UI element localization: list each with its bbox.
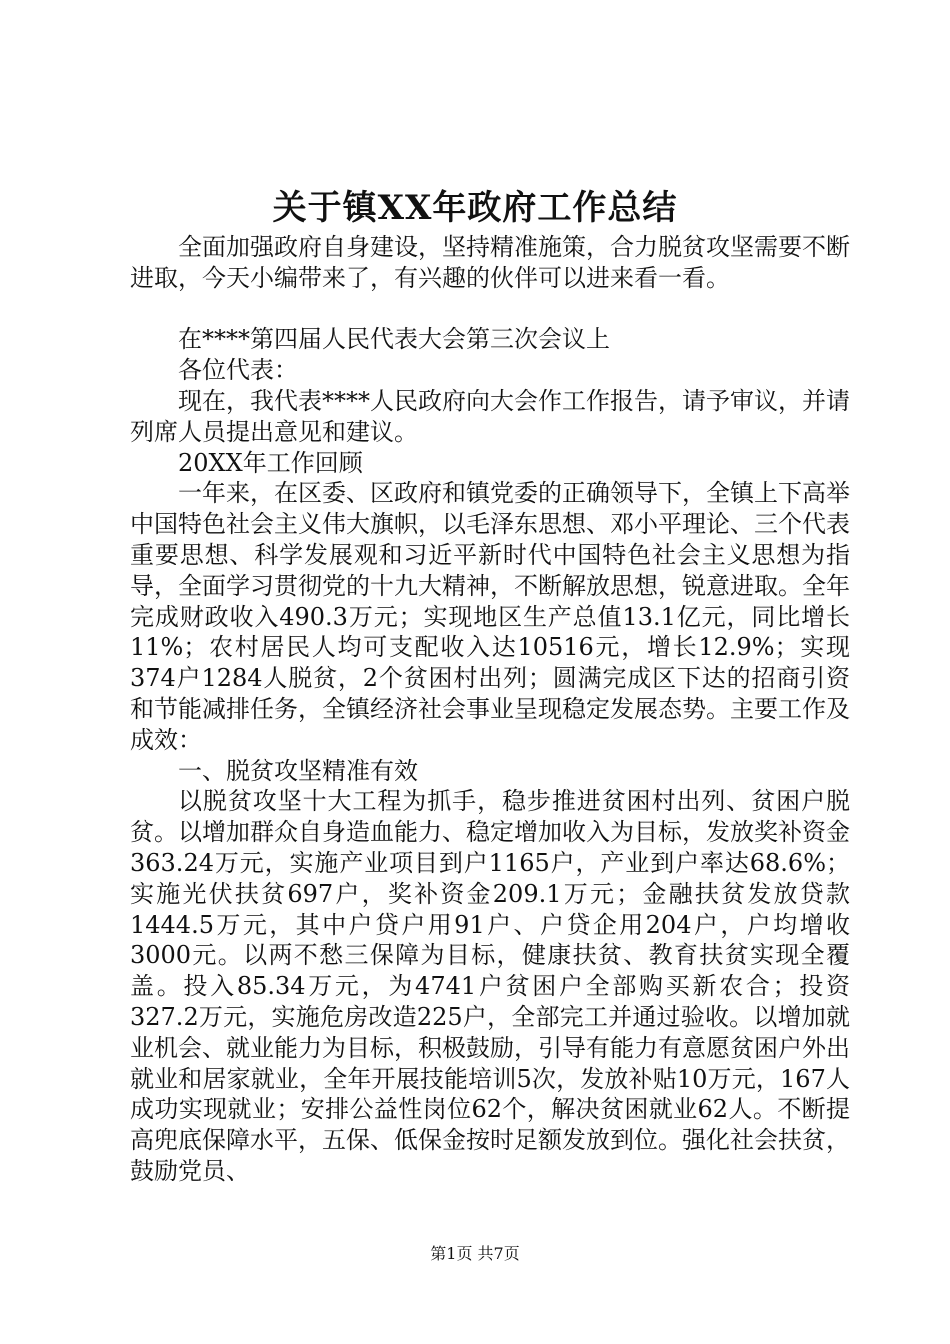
poverty-paragraph: 以脱贫攻坚十大工程为抓手，稳步推进贫困村出列、贫困户脱贫。以增加群众自身造血能力、稳定增加收入为目标，发放奖补资金363.24万元，实施产业项目到户1165户，产业到户率达68.6%；实施光伏扶贫697户，奖补资金209.1万元；金融扶贫发放贷款1444.5万元，其中户贷户用91户、户贷企用204户，户均增收3000元。以两不愁三保障为目标，健康扶贫、教育扶贫实现全覆盖。投入85.34万元，为4741户贫困户全部购买新农合；投资327.2万元，实施危房改造225户，全部完工并通过验收。以增加就业机会、就业能力为目标，积极鼓励，引导有能力有意愿贫困户外出就业和居家就业，全年开展技能培训5次，发放补贴10万元，167人成功实现就业；安排公益性岗位62个，解决贫困就业62人。不断提高兜底保障水平，五保、低保金按时足额发放到位。强化社会扶贫，鼓励党员、 [130, 787, 850, 1185]
meeting-line: 在****第四届人民代表大会第三次会议上 [178, 325, 610, 354]
paragraph-spacer [130, 294, 850, 325]
review-paragraph: 一年来，在区委、区政府和镇党委的正确领导下，全镇上下高举中国特色社会主义伟大旗帜，以毛泽东思想、邓小平理论、三个代表重要思想、科学发展观和习近平新时代中国特色社会主义思想为指导，全面学习贯彻党的十九大精神，不断解放思想，锐意进取。全年完成财政收入490.3万元；实现地区生产总值13.1亿元，同比增长11%；农村居民人均可支配收入达10516元，增长12.9%；实现374户1284人脱贫，2个贫困村出列；圆满完成区下达的招商引资和节能减排任务，全镇经济社会事业呈现稳定发展态势。主要工作及成效： [130, 479, 850, 754]
salutation: 各位代表： [178, 356, 298, 385]
section-heading-poverty: 一、脱贫攻坚精准有效 [178, 756, 418, 785]
page-number-footer: 第1页 共7页 [430, 1244, 520, 1263]
document-title: 关于镇XX年政府工作总结 [272, 188, 678, 228]
document-body [130, 232, 850, 1187]
report-opening-paragraph: 现在，我代表****人民政府向大会作工作报告，请予审议，并请列席人员提出意见和建议。 [130, 386, 850, 446]
section-heading-review: 20XX年工作回顾 [178, 448, 363, 477]
intro-paragraph: 全面加强政府自身建设，坚持精准施策，合力脱贫攻坚需要不断进取，今天小编带来了，有兴趣的伙伴可以进来看一看。 [130, 233, 850, 292]
